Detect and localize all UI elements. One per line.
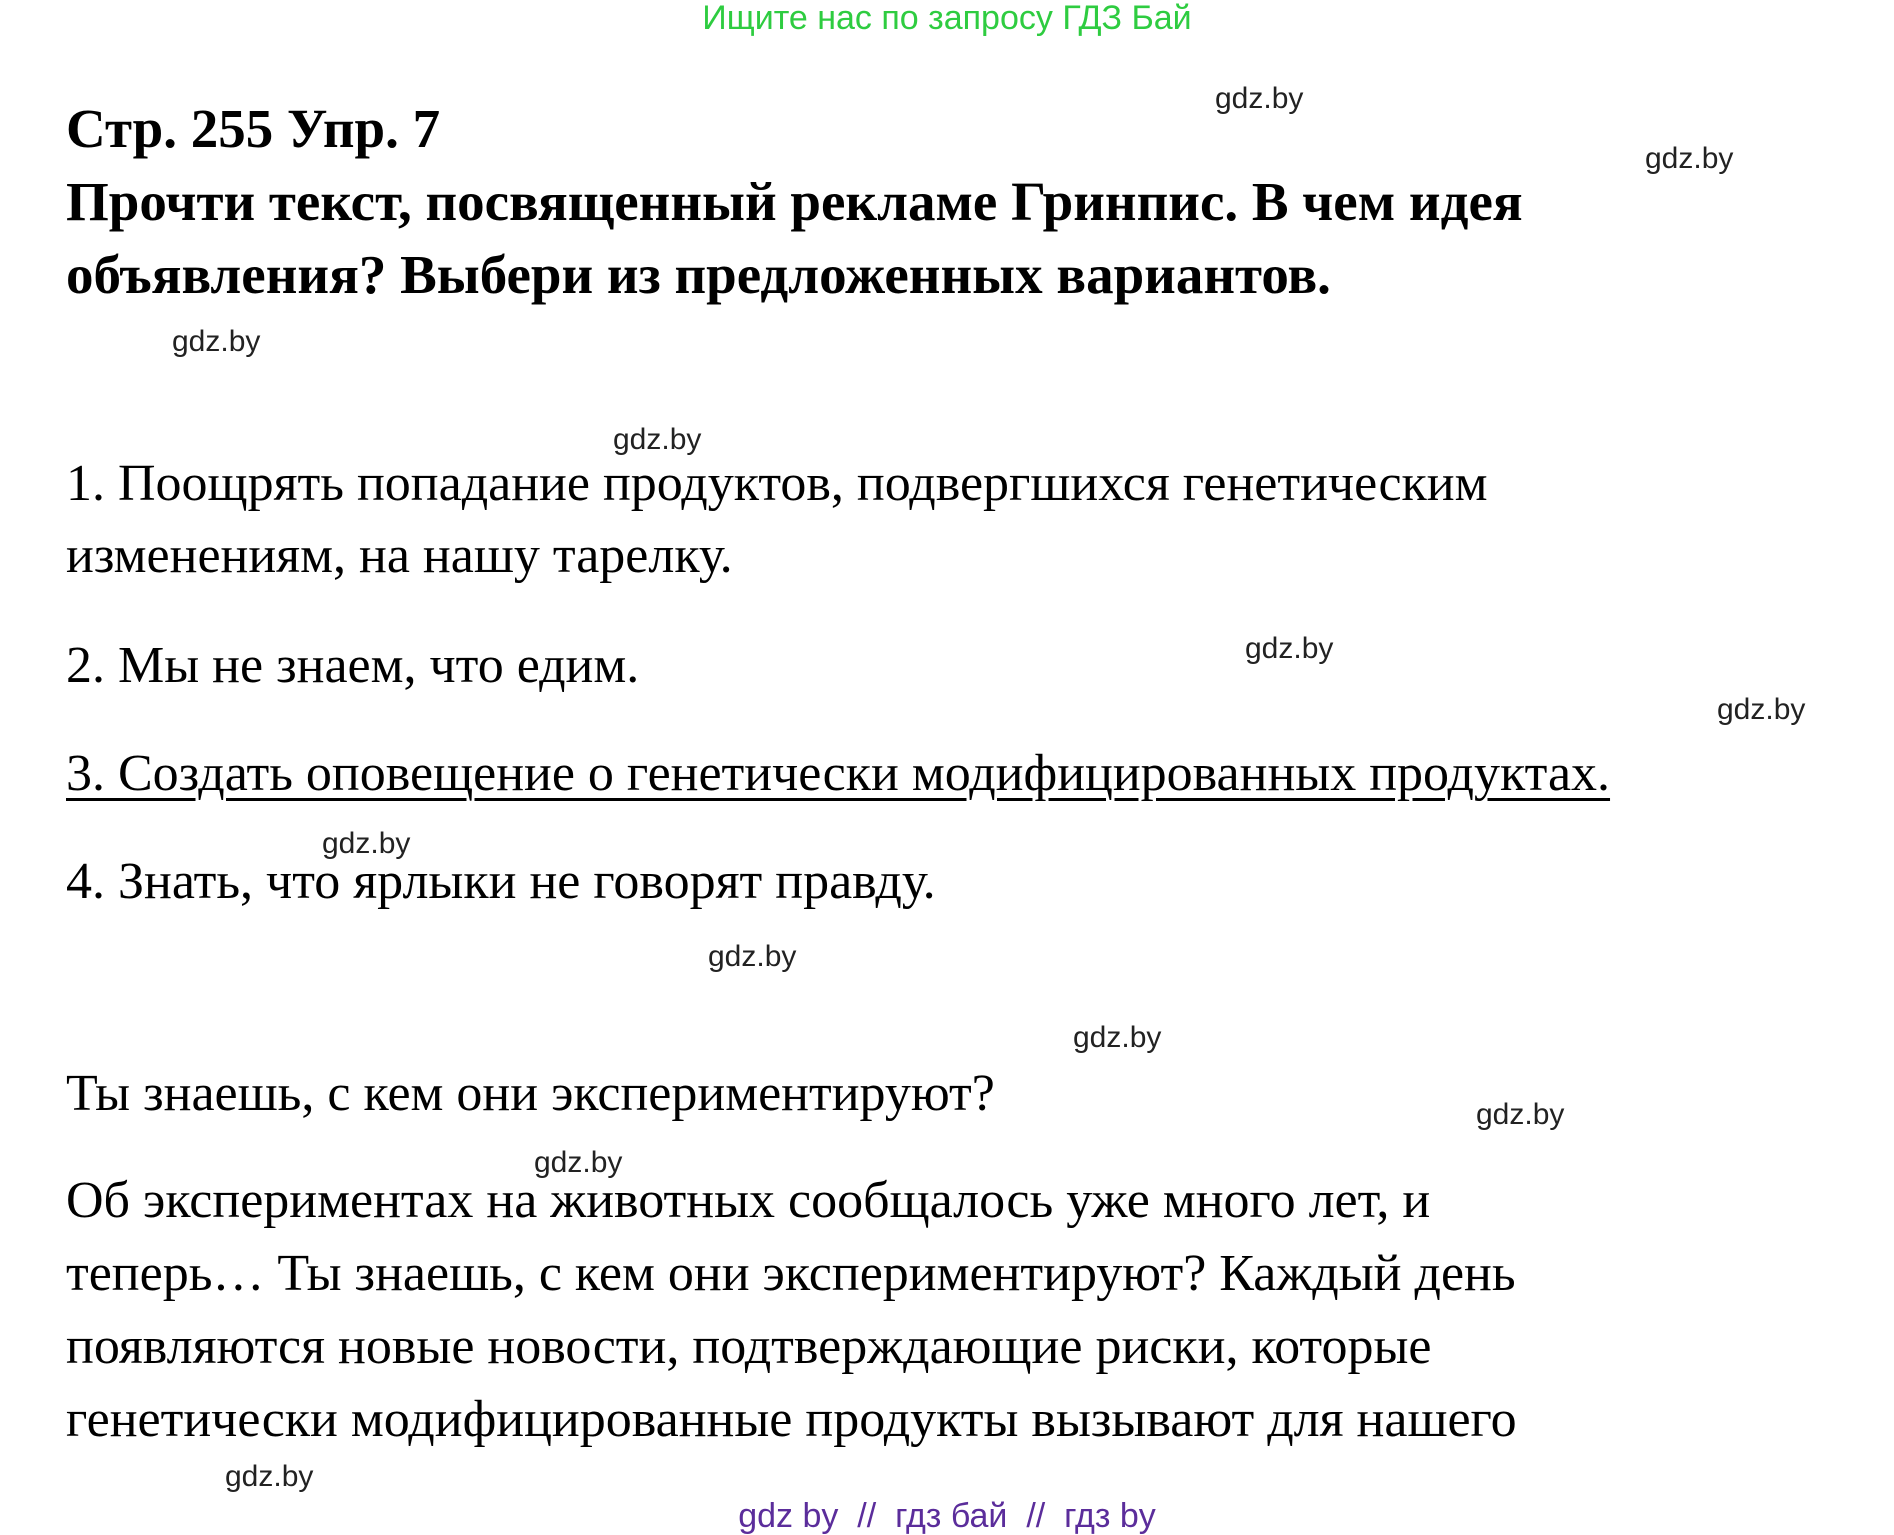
option-4: 4. Знать, что ярлыки не говорят правду. bbox=[66, 853, 936, 910]
watermark: gdz.by bbox=[172, 325, 261, 358]
option-3-selected-answer: 3. Создать оповещение о генетически модифицированных продуктах. bbox=[66, 745, 1611, 802]
option-2: 2. Мы не знаем, что едим. bbox=[66, 637, 640, 694]
watermark: gdz.by bbox=[613, 423, 702, 456]
ad-paragraph-line-1: Об экспериментах на животных сообщалось уже много лет, и bbox=[66, 1172, 1431, 1229]
watermark: gdz.by bbox=[322, 827, 411, 860]
watermark: gdz.by bbox=[1645, 142, 1734, 175]
ad-question: Ты знаешь, с кем они экспериментируют? bbox=[66, 1065, 995, 1122]
task-text-line-1: Прочти текст, посвященный рекламе Гринпис. В чем идея bbox=[66, 171, 1523, 232]
watermark: gdz.by bbox=[534, 1146, 623, 1179]
watermark: gdz.by bbox=[1073, 1021, 1162, 1054]
watermark: gdz.by bbox=[1215, 82, 1304, 115]
task-text-line-2: объявления? Выбери из предложенных вариантов. bbox=[66, 244, 1331, 305]
option-1-line-1: 1. Поощрять попадание продуктов, подвергшихся генетическим bbox=[66, 455, 1488, 512]
ad-paragraph-line-2: теперь… Ты знаешь, с кем они экспериментируют? Каждый день bbox=[66, 1245, 1516, 1302]
ad-paragraph-line-3: появляются новые новости, подтверждающие риски, которые bbox=[66, 1318, 1432, 1375]
page-title: Стр. 255 Упр. 7 bbox=[66, 98, 441, 159]
watermark: gdz.by bbox=[1245, 632, 1334, 665]
watermark: gdz.by bbox=[1717, 693, 1806, 726]
watermark: gdz.by bbox=[225, 1460, 314, 1493]
top-banner: Ищите нас по запросу ГДЗ Бай bbox=[702, 0, 1192, 37]
option-1-line-2: изменениям, на нашу тарелку. bbox=[66, 527, 733, 584]
watermark: gdz.by bbox=[708, 940, 797, 973]
footer-watermark: gdz by // гдз бай // гдз by bbox=[738, 1497, 1156, 1535]
ad-paragraph-line-4: генетически модифицированные продукты вызывают для нашего bbox=[66, 1391, 1517, 1448]
watermark: gdz.by bbox=[1476, 1098, 1565, 1131]
